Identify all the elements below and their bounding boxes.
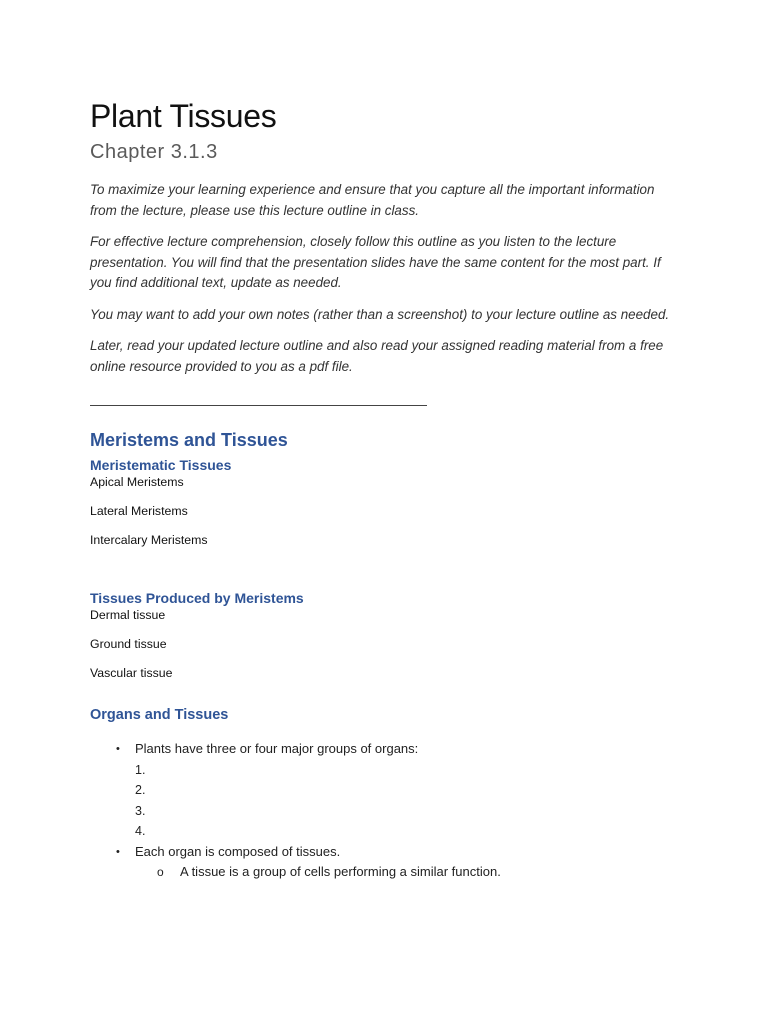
list-item: Apical Meristems — [90, 475, 184, 489]
bullet-icon: • — [116, 743, 120, 755]
circle-bullet-icon: o — [157, 865, 164, 879]
section-heading-meristems: Meristems and Tissues — [90, 430, 288, 450]
numbered-item: 3. — [135, 803, 146, 818]
bullet-item — [90, 842, 680, 883]
document-subtitle: Chapter 3.1.3 — [90, 141, 218, 163]
sub-bullet-list — [135, 862, 680, 883]
intro-paragraph-1: To maximize your learning experience and ensure that you capture all the important information from the lecture, please use this lecture outline in class. — [90, 182, 655, 218]
subheading-meristematic: Meristematic Tissues — [90, 457, 232, 473]
intro-paragraph-2: For effective lecture comprehension, closely follow this outline as you listen to the lecture presentation. You will find that the presentation slides have the same content for the most part. If you find additional text, update as needed. — [90, 234, 661, 290]
sub-bullet-text: A tissue is a group of cells performing a similar function. — [180, 864, 501, 879]
intro-paragraph-3: You may want to add your own notes (rather than a screenshot) to your lecture outline as needed. — [90, 306, 670, 322]
list-item: Ground tissue — [90, 637, 167, 651]
list-item: Dermal tissue — [90, 608, 166, 622]
bullet-icon: • — [116, 845, 120, 858]
subheading-produced: Tissues Produced by Meristems — [90, 590, 304, 606]
list-item: Intercalary Meristems — [90, 533, 208, 547]
bullet-text: Plants have three or four major groups of organs: — [135, 741, 419, 756]
list-item: Lateral Meristems — [90, 504, 188, 518]
sub-bullet-item — [135, 862, 680, 883]
list-item: Vascular tissue — [90, 666, 173, 680]
section-heading-organs: Organs and Tissues — [90, 707, 229, 723]
numbered-item: 4. — [135, 824, 146, 838]
document-title: Plant Tissues — [90, 98, 277, 134]
bullet-item — [90, 739, 680, 842]
bullet-text: Each organ is composed of tissues. — [135, 843, 341, 859]
organs-bullet-list — [90, 739, 680, 883]
intro-paragraph-4: Later, read your updated lecture outline and also read your assigned reading material from a free online resource provided to you as a pdf file. — [90, 338, 664, 374]
numbered-list — [135, 760, 680, 842]
divider-line — [90, 397, 427, 406]
document-page — [90, 96, 680, 883]
spacer — [90, 561, 680, 585]
numbered-item: 2. — [135, 783, 146, 797]
numbered-item: 1. — [135, 762, 146, 777]
